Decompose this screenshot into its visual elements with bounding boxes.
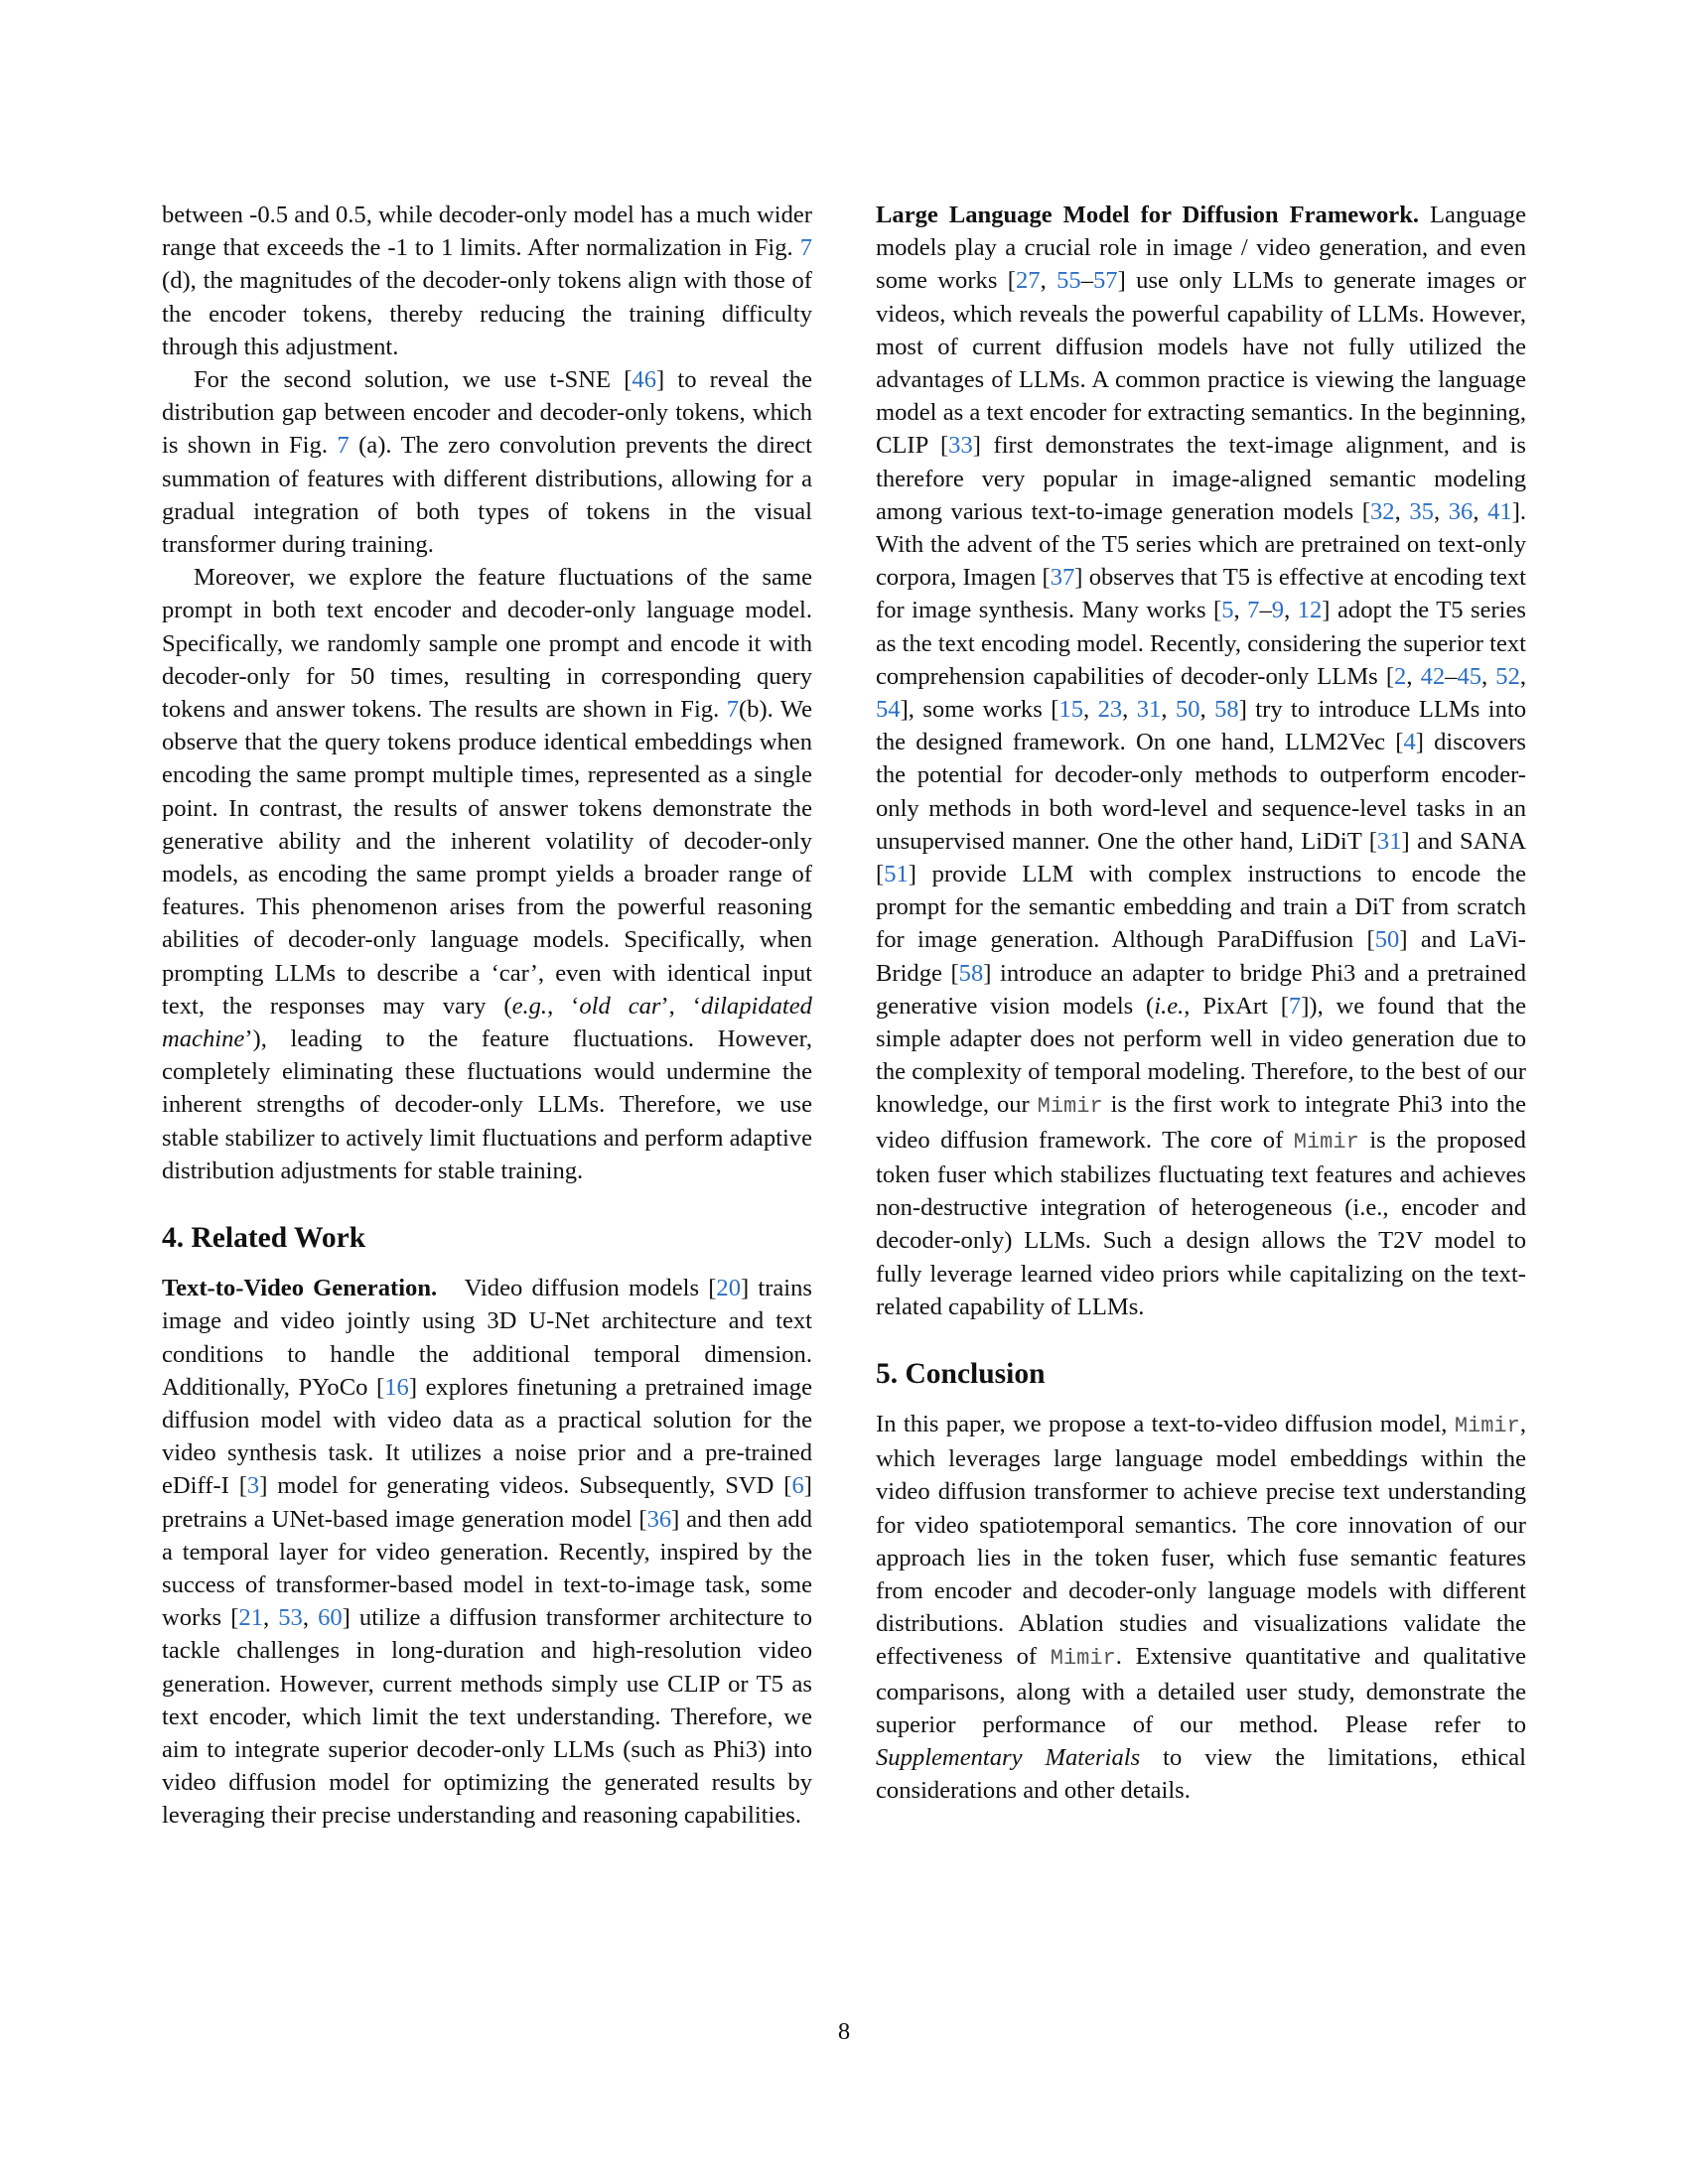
citation-link[interactable]: 58: [958, 959, 984, 987]
method-name: Mimir: [1293, 1129, 1359, 1155]
citation-link[interactable]: 52: [1495, 662, 1520, 690]
citation-link[interactable]: 7: [799, 234, 812, 262]
citation-link[interactable]: 31: [1136, 696, 1162, 724]
citation-link[interactable]: 6: [791, 1472, 804, 1500]
citation-link[interactable]: 15: [1058, 696, 1083, 724]
citation-link[interactable]: 9: [1271, 597, 1285, 624]
citation-link[interactable]: 23: [1097, 696, 1123, 724]
citation-link[interactable]: 51: [884, 861, 909, 888]
citation-link[interactable]: 27: [1015, 267, 1041, 295]
citation-link[interactable]: 53: [278, 1604, 303, 1632]
citation-link[interactable]: 45: [1457, 662, 1482, 690]
citation-link[interactable]: 7: [337, 432, 350, 460]
citation-link[interactable]: 60: [318, 1604, 343, 1632]
paragraph-normalization: between -0.5 and 0.5, while decoder-only model has a much wider range that exceeds the -1 to 1 limits. After normalization in Fig. 7 (d), the magnitudes of the decoder-only tokens align with those of the encoder tokens, thereby reducing the training difficulty through this adjustment.: [162, 202, 812, 360]
citation-link[interactable]: 21: [238, 1604, 263, 1632]
citation-link[interactable]: 37: [1050, 564, 1075, 592]
method-name: Mimir: [1454, 1413, 1520, 1438]
citation-link[interactable]: 50: [1374, 926, 1400, 954]
citation-link[interactable]: 55: [1056, 267, 1081, 295]
citation-link[interactable]: 7: [726, 696, 739, 724]
method-name: Mimir: [1050, 1646, 1116, 1672]
citation-link[interactable]: 36: [1448, 497, 1474, 525]
citation-link[interactable]: 36: [646, 1505, 672, 1533]
citation-link[interactable]: 57: [1093, 267, 1118, 295]
citation-link[interactable]: 12: [1297, 597, 1323, 624]
citation-link[interactable]: 54: [876, 696, 901, 724]
citation-link[interactable]: 33: [948, 432, 973, 460]
citation-link[interactable]: 46: [632, 366, 656, 394]
citation-link[interactable]: 58: [1214, 696, 1239, 724]
method-name: Mimir: [1037, 1094, 1103, 1120]
citation-link[interactable]: 32: [1369, 497, 1395, 525]
llm-diffusion-body: Language models play a crucial role in image / video generation, and even some works [27, 55–57] use only LLMs to generate images or videos, which reveals the powerful capability of LLMs. However, most of current diffusion models have not fully utilized the advantages of LLMs. A common practice is viewing the language model as a text encoder for extracting semantics. In the beginning, CLIP [33] first demonstrates the text-image alignment, and is therefore very popular in image-aligned semantic modeling among various text-to-image generation models [32, 35, 36, 41]. With the advent of the T5 series which are pretrained on text-only corpora, Imagen [37] observes that T5 is effective at encoding text for image synthesis. Many works [5, 7–9, 12] adopt the T5 series as the text encoding model. Recently, considering the superior text comprehension capabilities of decoder-only LLMs [2, 42–45, 52, 54], some works [15, 23, 31, 50, 58] try to introduce LLMs into the designed framework. On one hand, LLM2Vec [4] discovers the potential for decoder-only methods to outperform encoder-only methods in both word-level and sequence-level tasks in an unsupervised manner. One the other hand, LiDiT [31] and SANA [51] provide LLM with complex instructions to encode the prompt for the semantic embedding and train a DiT from scratch for image generation. Although ParaDiffusion [50] and LaVi-Bridge [58] introduce an adapter to bridge Phi3 and a pretrained generative vision models (i.e., PixArt [7]), we found that the simple adapter does not perform well in video generation due to the complexity of temporal modeling. Therefore, to the best of our knowledge, our Mimir is the first work to integrate Phi3 into the video diffusion framework. The core of Mimir is the proposed token fuser which stabilizes fluctuating text features and achieves non-destructive integration of heterogeneous (i.e., encoder and decoder-only) LLMs. Such a design allows the T2V model to fully leverage learned video priors while capitalizing on the text-related capability of LLMs.: [876, 202, 1527, 1320]
right-column: [876, 199, 1526, 1807]
paragraph-conclusion: In this paper, we propose a text-to-video diffusion model, Mimir, which leverages large language model embeddings within the video diffusion transformer to achieve precise text understanding for video spatiotemporal semantics. The core innovation of our approach lies in the token fuser, which fuse semantic features from encoder and decoder-only language models with different distributions. Ablation studies and visualizations validate the effectiveness of Mimir. Extensive quantitative and qualitative comparisons, along with a detailed user study, demonstrate the superior performance of our method. Please refer to Supplementary Materials to view the limitations, ethical considerations and other details.: [876, 1410, 1526, 1805]
citation-link[interactable]: 7: [1288, 992, 1302, 1020]
citation-link[interactable]: 7: [1247, 597, 1260, 624]
citation-link[interactable]: 50: [1175, 696, 1200, 724]
paragraph-text-to-video: [162, 1272, 812, 1832]
paragraph-feature-fluctuations: Moreover, we explore the feature fluctuations of the same prompt in both text encoder and decoder-only language model. Specifically, we randomly sample one prompt and encode it with decoder-only for 50 times, resulting in corresponding query tokens and answer tokens. The results are shown in Fig. 7(b). We observe that the query tokens produce identical embeddings when encoding the same prompt multiple times, represented as a single point. In contrast, the results of answer tokens demonstrate the generative ability and the inherent volatility of decoder-only models, as encoding the same prompt yields a broader range of features. This phenomenon arises from the powerful reasoning abilities of decoder-only language models. Specifically, when prompting LLMs to describe a ‘car’, even with identical input text, the responses may vary (e.g., ‘old car’, ‘dilapidated machine’), leading to the feature fluctuations. However, completely eliminating these fluctuations would undermine the inherent strengths of decoder-only LLMs. Therefore, we use stable stabilizer to actively limit fluctuations and perform adaptive distribution adjustments for stable training.: [162, 564, 812, 1184]
run-in-heading-text-to-video: Text-to-Video Generation.: [162, 1275, 438, 1302]
left-column: [162, 199, 812, 1833]
citation-link[interactable]: 3: [246, 1472, 260, 1500]
citation-link[interactable]: 16: [384, 1373, 409, 1401]
paragraph-llm-diffusion: [876, 199, 1526, 1323]
page-number: 8: [837, 2018, 851, 2045]
citation-link[interactable]: 42: [1420, 662, 1446, 690]
citation-link[interactable]: 41: [1487, 497, 1512, 525]
citation-link[interactable]: 5: [1221, 597, 1234, 624]
paragraph-second-solution: For the second solution, we use t-SNE [46] to reveal the distribution gap between encoder and decoder-only tokens, which is shown in Fig. 7 (a). The zero convolution prevents the direct summation of features with different distributions, allowing for a gradual integration of both types of tokens in the visual transformer during training.: [162, 366, 812, 559]
citation-link[interactable]: 4: [1403, 729, 1416, 756]
section-heading-related-work: 4. Related Work: [162, 1222, 366, 1255]
run-in-heading-llm-diffusion: Large Language Model for Diffusion Framework.: [876, 202, 1420, 228]
citation-link[interactable]: 35: [1409, 497, 1434, 525]
section-heading-conclusion: 5. Conclusion: [876, 1357, 1046, 1390]
citation-link[interactable]: 20: [716, 1275, 741, 1302]
text-to-video-body: Video diffusion models [20] trains image and video jointly using 3D U-Net architecture and text conditions to handle the additional temporal dimension. Additionally, PYoCo [16] explores finetuning a pretrained image diffusion model with video data as a practical solution for the video synthesis task. It utilizes a noise prior and a pre-trained eDiff-I [3] model for generating videos. Subsequently, SVD [6] pretrains a UNet-based image generation model [36] and then add a temporal layer for video generation. Recently, inspired by the success of transformer-based model in text-to-image task, some works [21, 53, 60] utilize a diffusion transformer architecture to tackle challenges in long-duration and high-resolution video generation. However, current methods simply use CLIP or T5 as text encoder, which limit the text understanding. Therefore, we aim to integrate superior decoder-only LLMs (such as Phi3) into video diffusion model for optimizing the generated results by leveraging their precise understanding and reasoning capabilities.: [162, 1275, 813, 1830]
citation-link[interactable]: 2: [1394, 662, 1407, 690]
citation-link[interactable]: 31: [1376, 827, 1402, 855]
